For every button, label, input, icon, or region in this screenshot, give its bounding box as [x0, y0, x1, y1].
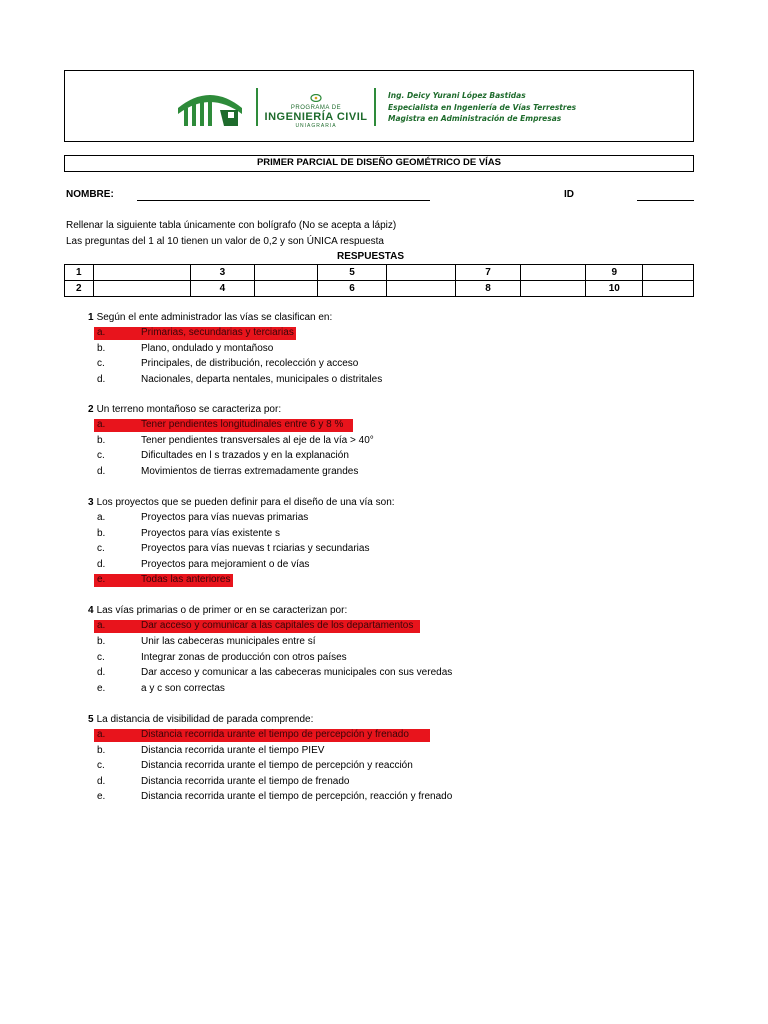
question-number-cell: 6 — [317, 281, 386, 297]
question-text: Según el ente administrador las vías se clasifican en: — [96, 312, 333, 323]
question-number-cell: 10 — [586, 281, 643, 297]
option-text: Plano, ondulado y montañoso — [141, 343, 274, 354]
header-box — [64, 70, 694, 142]
option-letter: b. — [97, 745, 106, 756]
program-big-label: INGENIERÍA CIVIL — [264, 111, 368, 123]
answer-cell[interactable] — [643, 265, 694, 281]
id-label: ID — [564, 189, 574, 200]
option-text: Proyectos para vías nuevas t rciarias y secundarias — [141, 543, 370, 554]
name-label: NOMBRE: — [66, 189, 114, 200]
answers-heading: RESPUESTAS — [337, 251, 405, 262]
option-letter: e. — [97, 683, 106, 694]
option-text: Distancia recorrida urante el tiempo de frenado — [141, 776, 350, 787]
option-text: Distancia recorrida urante el tiempo PIEV — [141, 745, 325, 756]
option-letter: c. — [97, 358, 105, 369]
option-letter: b. — [97, 528, 106, 539]
professor-specialty: Especialista en Ingeniería de Vías Terrestres — [388, 102, 577, 112]
answers-row-2 — [65, 281, 694, 297]
question-number-cell: 4 — [191, 281, 255, 297]
option-text: Distancia recorrida urante el tiempo de percepción y reacción — [141, 760, 413, 771]
answer-cell[interactable] — [521, 281, 586, 297]
option-text: Tener pendientes longitudinales entre 6 y 8 % — [141, 419, 344, 430]
instruction-value: Las preguntas del 1 al 10 tienen un valor de 0,2 y son ÚNICA respuesta — [66, 236, 384, 247]
option-letter: b. — [97, 343, 106, 354]
option-letter: b. — [97, 435, 106, 446]
question-4 — [88, 605, 347, 616]
option-letter: a. — [97, 419, 106, 430]
university-logo-icon — [176, 86, 244, 128]
option-text: Proyectos para vías nuevas primarias — [141, 512, 309, 523]
answer-cell[interactable] — [254, 281, 317, 297]
question-text: La distancia de visibilidad de parada comprende: — [96, 714, 314, 725]
question-number: 1 — [88, 312, 94, 323]
question-number-cell: 5 — [317, 265, 386, 281]
option-letter: d. — [97, 667, 106, 678]
question-number-cell: 9 — [586, 265, 643, 281]
option-letter: a. — [97, 327, 106, 338]
header-divider — [374, 88, 376, 126]
professor-info — [388, 90, 576, 125]
professor-masters: Magistra en Administración de Empresas — [388, 114, 562, 123]
option-text: Dar acceso y comunicar a las capitales de los departamentos — [141, 620, 414, 631]
answer-cell[interactable] — [387, 281, 456, 297]
answer-cell[interactable] — [387, 265, 456, 281]
question-number: 2 — [88, 404, 94, 415]
answer-cell[interactable] — [521, 265, 586, 281]
university-label: UNIAGRARIA — [295, 123, 337, 129]
question-number-cell: 1 — [65, 265, 94, 281]
option-text: Tener pendientes transversales al eje de la vía > 40° — [141, 435, 374, 446]
question-number-cell: 8 — [455, 281, 521, 297]
question-text: Las vías primarias o de primer or en se caracterizan por: — [96, 605, 348, 616]
question-number: 5 — [88, 714, 94, 725]
program-emblem-icon — [310, 94, 322, 102]
option-text: Todas las anteriores — [141, 574, 231, 585]
answers-row-1 — [65, 265, 694, 281]
question-text: Los proyectos que se pueden definir para el diseño de una vía son: — [96, 497, 395, 508]
option-letter: b. — [97, 636, 106, 647]
question-1 — [88, 312, 332, 323]
question-text: Un terreno montañoso se caracteriza por: — [96, 404, 282, 415]
option-text: a y c son correctas — [141, 683, 225, 694]
option-letter: a. — [97, 512, 106, 523]
option-text: Principales, de distribución, recolección y acceso — [141, 358, 359, 369]
logo-divider — [256, 88, 258, 126]
option-text: Movimientos de tierras extremadamente grandes — [141, 466, 359, 477]
question-3 — [88, 497, 395, 508]
option-letter: e. — [97, 791, 106, 802]
option-text: Primarias, secundarias y terciarias — [141, 327, 294, 338]
question-5 — [88, 714, 313, 725]
option-letter: d. — [97, 374, 106, 385]
option-text: Integrar zonas de producción con otros países — [141, 652, 347, 663]
question-number: 3 — [88, 497, 94, 508]
answer-cell[interactable] — [93, 281, 190, 297]
option-text: Nacionales, departa nentales, municipales o distritales — [141, 374, 383, 385]
option-text: Proyectos para mejoramient o de vías — [141, 559, 310, 570]
answer-cell[interactable] — [254, 265, 317, 281]
option-text: Dificultades en l s trazados y en la explanación — [141, 450, 349, 461]
option-letter: c. — [97, 543, 105, 554]
option-letter: e. — [97, 574, 106, 585]
id-field[interactable] — [637, 200, 694, 201]
program-name — [264, 94, 368, 129]
answers-table — [64, 264, 694, 297]
option-letter: d. — [97, 466, 106, 477]
option-letter: c. — [97, 450, 105, 461]
option-letter: a. — [97, 620, 106, 631]
option-letter: d. — [97, 559, 106, 570]
option-text: Unir las cabeceras municipales entre sí — [141, 636, 316, 647]
answer-cell[interactable] — [93, 265, 190, 281]
program-small-label: PROGRAMA DE — [290, 105, 342, 111]
professor-name: Ing. Deicy Yurani López Bastidas — [388, 91, 526, 100]
question-number-cell: 2 — [65, 281, 94, 297]
exam-title: PRIMER PARCIAL DE DISEÑO GEOMÉTRICO DE VÍAS — [64, 155, 694, 172]
question-2 — [88, 404, 281, 415]
name-field[interactable] — [137, 200, 430, 201]
option-letter: c. — [97, 652, 105, 663]
option-text: Distancia recorrida urante el tiempo de percepción, reacción y frenado — [141, 791, 453, 802]
option-letter: a. — [97, 729, 106, 740]
question-number-cell: 3 — [191, 265, 255, 281]
answer-cell[interactable] — [643, 281, 694, 297]
question-number: 4 — [88, 605, 94, 616]
option-letter: c. — [97, 760, 105, 771]
option-letter: d. — [97, 776, 106, 787]
option-text: Dar acceso y comunicar a las cabeceras municipales con sus veredas — [141, 667, 453, 678]
question-number-cell: 7 — [455, 265, 521, 281]
option-text: Proyectos para vías existente s — [141, 528, 280, 539]
option-text: Distancia recorrida urante el tiempo de percepción y frenado — [141, 729, 409, 740]
instruction-pen: Rellenar la siguiente tabla únicamente con bolígrafo (No se acepta a lápiz) — [66, 220, 397, 231]
